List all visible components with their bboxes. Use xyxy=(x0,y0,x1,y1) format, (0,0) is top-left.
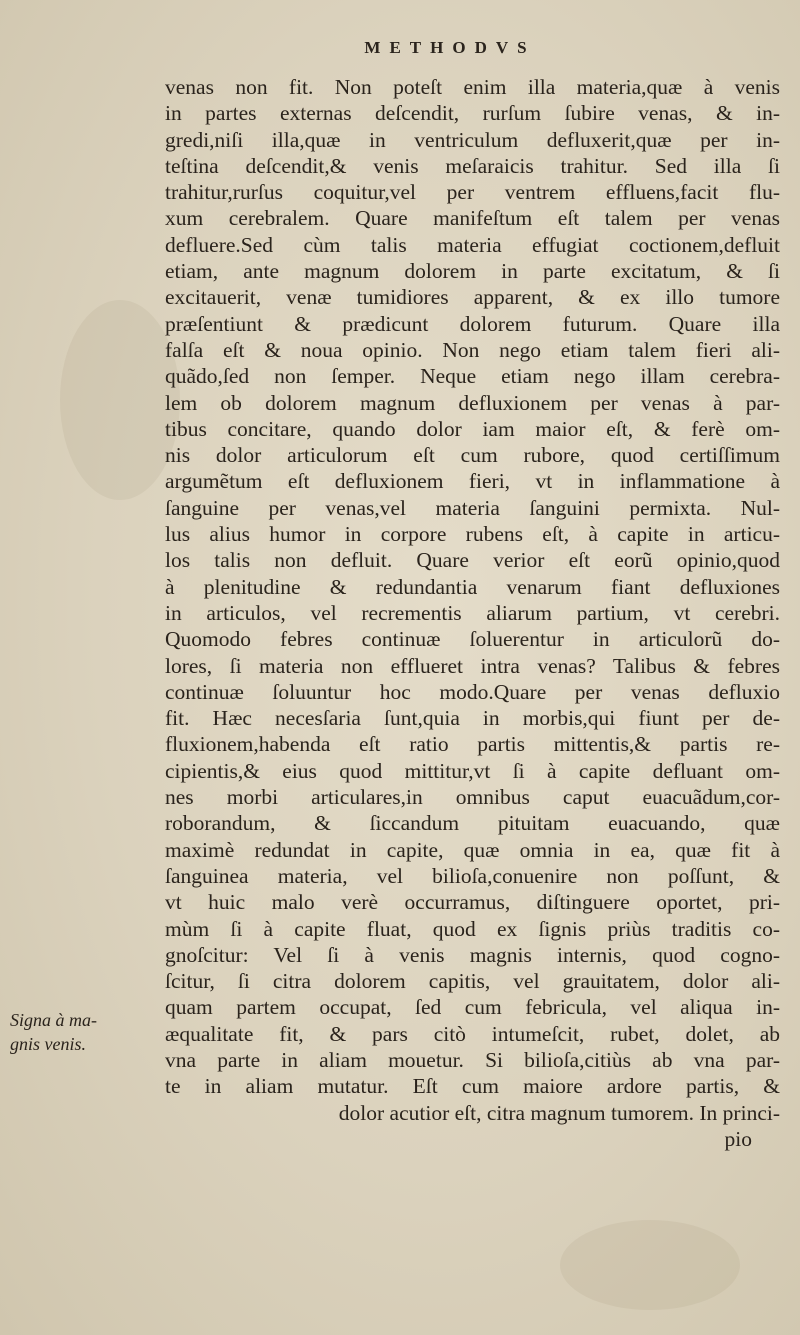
margin-note-line: Signa à ma- xyxy=(10,1010,97,1030)
text-line: fluxionem,habenda eſt ratio partis mittentis,& partis re- xyxy=(165,732,780,757)
text-line: nes morbi articulares,in omnibus caput euacuãdum,cor- xyxy=(165,785,780,810)
text-line: lores, ſi materia non efflueret intra venas? Talibus & febres xyxy=(165,653,780,678)
text-line: lus alius humor in corpore rubens eſt, à capite in articu- xyxy=(165,522,780,547)
text-line: vna parte in aliam mouetur. Si bilioſa,citiùs ab vna par- xyxy=(165,1047,780,1072)
text-line: venas non fit. Non poteſt enim illa materia,quæ à venis xyxy=(165,75,780,99)
text-line: cipientis,& eius quod mittitur,vt ſi à capite defluant om- xyxy=(165,758,780,783)
text-line: teſtina deſcendit,& venis meſaraicis trahitur. Sed illa ſi xyxy=(165,153,780,178)
running-head: METHODVS xyxy=(364,38,536,57)
text-line: tibus concitare, quando dolor iam maior eſt, & ferè om- xyxy=(165,416,780,441)
text-line: quãdo,ſed non ſemper. Neque etiam nego illam cerebra- xyxy=(165,364,780,389)
paper-stain xyxy=(560,1220,740,1310)
text-line: lem ob dolorem magnum defluxionem per venas à par- xyxy=(165,390,780,415)
text-line: ſanguinea materia, vel bilioſa,conuenire non poſſunt, & xyxy=(165,863,780,888)
text-line: præſentiunt & prædicunt dolorem futurum. Quare illa xyxy=(165,311,780,336)
text-line: in articulos, vel recrementis aliarum partium, vt cerebri. xyxy=(165,600,780,625)
text-line: ſcitur, ſi citra dolorem capitis, vel grauitatem, dolor ali- xyxy=(165,969,780,994)
text-line: dolor acutior eſt, citra magnum tumorem. In princi- xyxy=(338,1100,780,1125)
text-line: æqualitate fit, & pars citò intumeſcit, rubet, dolet, ab xyxy=(165,1021,780,1046)
text-line: nis dolor articulorum eſt cum rubore, quod certiſſimum xyxy=(165,443,780,468)
text-line: etiam, ante magnum dolorem in parte excitatum, & ſi xyxy=(165,259,780,284)
text-line: ſanguine per venas,vel materia ſanguini permixta. Nul- xyxy=(165,495,780,520)
text-line: te in aliam mutatur. Eſt cum maiore ardore partis, & xyxy=(165,1074,780,1099)
text-line: falſa eſt & noua opinio. Non nego etiam talem fieri ali- xyxy=(165,337,780,362)
text-line: los talis non defluit. Quare verior eſt eorũ opinio,quod xyxy=(165,548,780,573)
text-line: xum cerebralem. Quare manifeſtum eſt talem per venas xyxy=(165,206,780,231)
text-line: in partes externas deſcendit, rurſum ſubire venas, & in- xyxy=(165,101,780,126)
text-line: argumẽtum eſt defluxionem fieri, vt in inflammatione à xyxy=(165,469,780,494)
text-line: defluere.Sed cùm talis materia effugiat coctionem,defluit xyxy=(165,232,780,257)
text-line: excitauerit, venæ tumidiores apparent, & ex illo tumore xyxy=(165,285,780,310)
text-line: vt huic malo verè occurramus, diſtinguere oportet, pri- xyxy=(165,890,780,915)
text-line: à plenitudine & redundantia venarum fiant defluxiones xyxy=(165,574,780,599)
text-line: mùm ſi à capite fluat, quod ex ſignis priùs traditis co- xyxy=(165,916,780,941)
text-line: trahitur,rurſus coquitur,vel per ventrem effluens,facit flu- xyxy=(165,180,780,205)
margin-note-line: gnis venis. xyxy=(10,1034,86,1054)
catchword: pio xyxy=(724,1126,752,1151)
text-line: Quomodo febres continuæ ſoluerentur in articulorũ do- xyxy=(165,627,780,652)
paper-stain xyxy=(60,300,180,500)
text-line: continuæ ſoluuntur hoc modo.Quare per venas defluxio xyxy=(165,679,780,704)
text-line: maximè redundat in capite, quæ omnia in ea, quæ fit à xyxy=(165,837,780,862)
margin-note xyxy=(10,1008,160,1056)
main-text-block xyxy=(165,74,780,1152)
text-line: quam partem occupat, ſed cum febricula, vel aliqua in- xyxy=(165,995,780,1020)
text-line: roborandum, & ſiccandum pituitam euacuando, quæ xyxy=(165,811,780,836)
text-line: gnoſcitur: Vel ſi à venis magnis internis, quod cogno- xyxy=(165,942,780,967)
text-line: gredi,niſi illa,quæ in ventriculum defluxerit,quæ per in- xyxy=(165,127,780,152)
text-line: fit. Hæc necesſaria ſunt,quia in morbis,qui fiunt per de- xyxy=(165,706,780,731)
